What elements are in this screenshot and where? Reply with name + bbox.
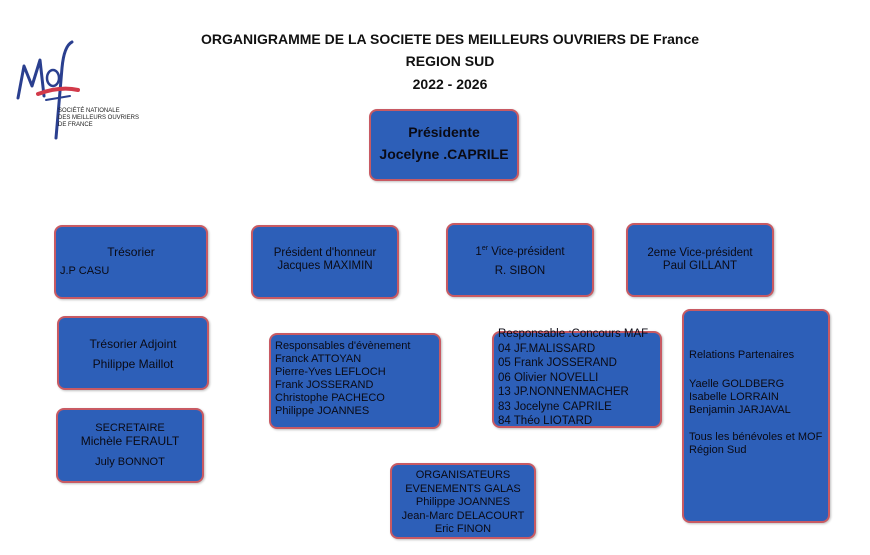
list-item: Jean-Marc DELACOURT [401,509,525,522]
list-item: Eric FINON [434,523,492,535]
galas-box [390,463,536,539]
list-item: Benjamin JARJAVAL [689,404,791,416]
concours-title: Responsable :Concours MAF [498,328,649,340]
evenement-title: Responsables d'évènement [275,340,411,352]
tresorier-role: Trésorier [107,245,155,259]
period-title: 2022 - 2026 [412,76,488,92]
vp1-role: 1er Vice-président [475,245,565,258]
vp2-box [626,223,774,297]
list-item: 13 JP.NONNENMACHER [498,386,629,398]
tresorier-adjoint-name: Philippe Maillot [92,357,174,371]
list-item: Christophe PACHECO [275,392,385,404]
list-item: 05 Frank JOSSERAND [498,357,617,369]
vp2-name: Paul GILLANT [662,260,738,272]
partenaires-note: Tous les bénévoles et MOF [689,431,823,443]
region-title: REGION SUD [405,53,495,69]
tresorier-name: J.P CASU [60,265,110,277]
mof-logo-mark [10,38,150,148]
list-item: 04 JF.MALISSARD [498,342,596,355]
list-item: Philippe JOANNES [275,405,370,417]
list-item: 84 Théo LIOTARD [498,415,593,427]
galas-title: ORGANISATEURS [415,469,511,481]
honneur-box [251,225,399,299]
secretaire-role: SECRETAIRE [95,422,165,434]
list-item: Isabelle LORRAIN [689,391,779,403]
honneur-name: Jacques MAXIMIN [277,260,373,272]
list-item: Pierre-Yves LEFLOCH [275,366,386,378]
tresorier-box [54,225,208,299]
partenaires-box [682,309,830,523]
president-name: Jocelyne .CAPRILE [379,146,509,162]
list-item: 83 Jocelyne CAPRILE [498,400,612,413]
chart-title: ORGANIGRAMME DE LA SOCIETE DES MEILLEURS OUVRIERS DE France [200,31,700,47]
tresorier-adjoint-role: Trésorier Adjoint [89,337,177,351]
mof-logo [10,38,150,148]
list-item: 06 Olivier NOVELLI [498,371,599,384]
evenement-box [269,333,441,429]
galas-subtitle: EVENEMENTS GALAS [405,482,521,495]
list-item: Frank JOSSERAND [275,379,374,391]
logo-caption: SOCIÉTÉ NATIONALE DES MEILLEURS OUVRIERS DE FRANCE [58,108,140,128]
vp1-box [446,223,594,297]
secretaire-name-2: July BONNOT [95,456,165,468]
list-item: Yaelle GOLDBERG [689,378,785,390]
partenaires-title: Relations Partenaires [689,349,795,361]
vp2-role: 2eme Vice-président [647,247,753,259]
list-item: Franck ATTOYAN [275,353,362,365]
president-role: Présidente [408,124,480,140]
president-box [369,109,519,181]
partenaires-note-region: Région Sud [689,444,747,456]
secretaire-box [56,408,204,483]
vp1-name: R. SIBON [494,264,546,277]
tresorier-adjoint-box [57,316,209,390]
secretaire-name: Michèle FERAULT [80,434,180,448]
honneur-role: Président d'honneur [273,247,377,259]
list-item: Philippe JOANNES [415,496,511,508]
concours-box [492,328,662,428]
